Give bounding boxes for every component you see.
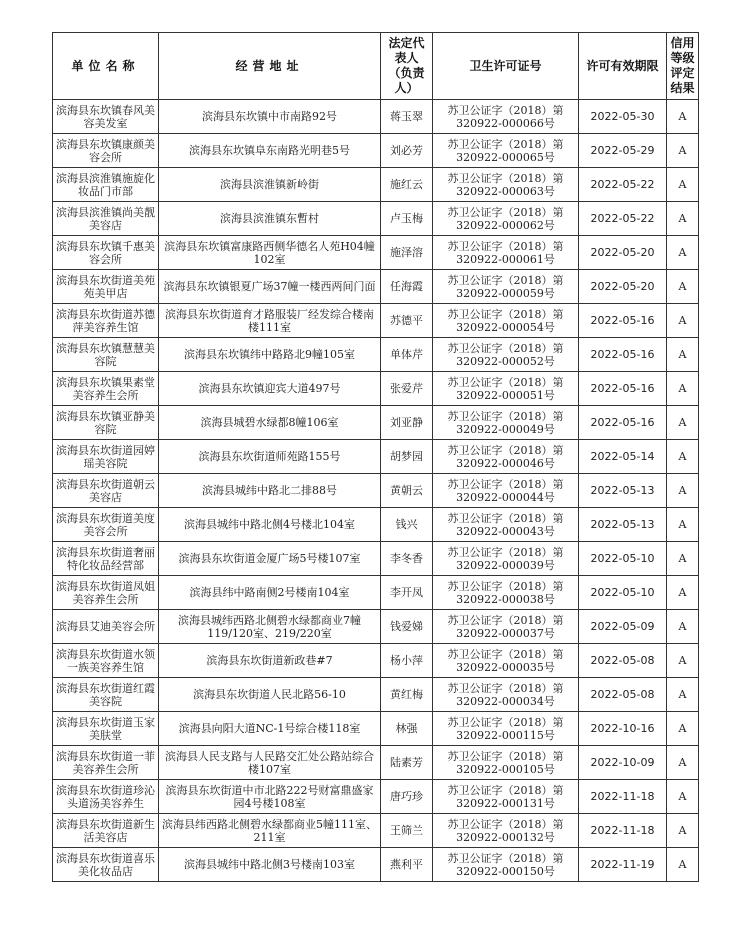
cell-valid-until: 2022-05-10 [579,542,667,576]
cell-license-number: 苏卫公证字（2018）第320922-000131号 [433,780,579,814]
table-row [53,372,699,406]
cell-legal-rep: 林强 [381,712,433,746]
cell-address: 滨海县城纬中路北侧3号楼南103室 [159,848,381,882]
table-row [53,848,699,882]
cell-license-number: 苏卫公证字（2018）第320922-000063号 [433,168,579,202]
cell-unit-name: 滨海县东坎镇春风美容美发室 [53,100,159,134]
cell-license-number: 苏卫公证字（2018）第320922-000054号 [433,304,579,338]
cell-unit-name: 滨海县东坎镇慧慧美容院 [53,338,159,372]
cell-unit-name: 滨海县东坎镇果素堂美容养生会所 [53,372,159,406]
cell-license-number: 苏卫公证字（2018）第320922-000049号 [433,406,579,440]
cell-credit-grade: A [667,780,699,814]
cell-address: 滨海县滨淮镇东暫村 [159,202,381,236]
table-row [53,440,699,474]
cell-unit-name: 滨海县东坎街道美度美容会所 [53,508,159,542]
cell-license-number: 苏卫公证字（2018）第320922-000061号 [433,236,579,270]
table-row [53,814,699,848]
cell-legal-rep: 张爱芹 [381,372,433,406]
cell-address: 滨海县东坎街道新政巷#7 [159,644,381,678]
cell-address: 滨海县城纬中路北侧4号楼北104室 [159,508,381,542]
header-address: 经营地址 [159,33,381,100]
table-row [53,202,699,236]
cell-credit-grade: A [667,134,699,168]
table-row [53,270,699,304]
cell-legal-rep: 杨小萍 [381,644,433,678]
table-row [53,304,699,338]
cell-address: 滨海县东坎镇银夏广场37幢一楼西两间门面 [159,270,381,304]
cell-valid-until: 2022-05-16 [579,406,667,440]
cell-address: 滨海县东坎街道中市北路222号财富鼎盛家园4号楼108室 [159,780,381,814]
cell-valid-until: 2022-05-22 [579,168,667,202]
cell-valid-until: 2022-05-13 [579,508,667,542]
cell-credit-grade: A [667,270,699,304]
cell-unit-name: 滨海县东坎街道水领一族美容养生馆 [53,644,159,678]
cell-unit-name: 滨海县滨淮镇施旋化妆品门市部 [53,168,159,202]
cell-address: 滨海县滨淮镇新岭街 [159,168,381,202]
cell-address: 滨海县东坎街道师苑路155号 [159,440,381,474]
cell-address: 滨海县东坎街道人民北路56-10 [159,678,381,712]
cell-credit-grade: A [667,168,699,202]
cell-address: 滨海县东坎镇纬中路路北9幢105室 [159,338,381,372]
cell-valid-until: 2022-10-16 [579,712,667,746]
cell-unit-name: 滨海县东坎街道喜乐美化妆品店 [53,848,159,882]
header-valid-until: 许可有效期限 [579,33,667,100]
cell-license-number: 苏卫公证字（2018）第320922-000046号 [433,440,579,474]
cell-license-number: 苏卫公证字（2018）第320922-000115号 [433,712,579,746]
cell-unit-name: 滨海县东坎街道新生活美容店 [53,814,159,848]
cell-legal-rep: 李开凤 [381,576,433,610]
cell-address: 滨海县东坎镇迎宾大道497号 [159,372,381,406]
cell-credit-grade: A [667,474,699,508]
cell-valid-until: 2022-05-20 [579,270,667,304]
cell-legal-rep: 胡梦园 [381,440,433,474]
cell-address: 滨海县纬中路南侧2号楼南104室 [159,576,381,610]
cell-credit-grade: A [667,304,699,338]
cell-legal-rep: 陆素芳 [381,746,433,780]
cell-legal-rep: 施红云 [381,168,433,202]
cell-legal-rep: 唐巧珍 [381,780,433,814]
cell-address: 滨海县东坎镇阜东南路光明巷5号 [159,134,381,168]
cell-address: 滨海县东坎镇富康路西侧华德名人苑H04幢102室 [159,236,381,270]
cell-valid-until: 2022-05-10 [579,576,667,610]
cell-license-number: 苏卫公证字（2018）第320922-000037号 [433,610,579,644]
cell-valid-until: 2022-05-20 [579,236,667,270]
cell-unit-name: 滨海县东坎街道珍沁头道汤美容养生 [53,780,159,814]
license-table [52,32,699,882]
cell-unit-name: 滨海县东坎街道玉家美肤堂 [53,712,159,746]
cell-unit-name: 滨海县东坎街道园婷瑶美容院 [53,440,159,474]
cell-license-number: 苏卫公证字（2018）第320922-000038号 [433,576,579,610]
cell-unit-name: 滨海县艾迪美容会所 [53,610,159,644]
cell-valid-until: 2022-05-29 [579,134,667,168]
cell-address: 滨海县城纬中路北二排88号 [159,474,381,508]
table-row [53,474,699,508]
cell-address: 滨海县纬西路北侧碧水绿都商业5幢111室、211室 [159,814,381,848]
cell-credit-grade: A [667,372,699,406]
cell-license-number: 苏卫公证字（2018）第320922-000150号 [433,848,579,882]
cell-unit-name: 滨海县东坎街道苏德萍美容养生馆 [53,304,159,338]
table-row [53,746,699,780]
cell-unit-name: 滨海县东坎镇康颜美容会所 [53,134,159,168]
cell-license-number: 苏卫公证字（2018）第320922-000035号 [433,644,579,678]
cell-address: 滨海县向阳大道NC-1号综合楼118室 [159,712,381,746]
cell-license-number: 苏卫公证字（2018）第320922-000066号 [433,100,579,134]
table-row [53,610,699,644]
cell-legal-rep: 施泽溶 [381,236,433,270]
cell-credit-grade: A [667,848,699,882]
cell-unit-name: 滨海县东坎镇亚静美容院 [53,406,159,440]
cell-legal-rep: 李冬香 [381,542,433,576]
header-license: 卫生许可证号 [433,33,579,100]
cell-unit-name: 滨海县东坎街道奢丽特化妆品经营部 [53,542,159,576]
table-row [53,712,699,746]
cell-credit-grade: A [667,406,699,440]
cell-address: 滨海县城纬西路北侧碧水绿都商业7幢119/120室、219/220室 [159,610,381,644]
cell-valid-until: 2022-05-08 [579,678,667,712]
cell-unit-name: 滨海县滨淮镇尚美靓美容店 [53,202,159,236]
cell-address: 滨海县东坎镇中市南路92号 [159,100,381,134]
cell-credit-grade: A [667,712,699,746]
cell-license-number: 苏卫公证字（2018）第320922-000043号 [433,508,579,542]
cell-credit-grade: A [667,814,699,848]
table-row [53,168,699,202]
cell-address: 滨海县东坎街道育才路服装厂经发综合楼南楼111室 [159,304,381,338]
cell-valid-until: 2022-05-16 [579,338,667,372]
cell-legal-rep: 卢玉梅 [381,202,433,236]
cell-credit-grade: A [667,610,699,644]
header-credit: 信用等级评定结果 [667,33,699,100]
cell-valid-until: 2022-11-18 [579,814,667,848]
cell-credit-grade: A [667,542,699,576]
table-row [53,236,699,270]
cell-unit-name: 滨海县东坎镇千惠美容会所 [53,236,159,270]
cell-unit-name: 滨海县东坎街道朝云美容店 [53,474,159,508]
cell-address: 滨海县人民支路与人民路交汇处公路站综合楼107室 [159,746,381,780]
table-row [53,508,699,542]
cell-legal-rep: 蒋玉翠 [381,100,433,134]
table-row [53,100,699,134]
cell-legal-rep: 苏德平 [381,304,433,338]
table-row [53,406,699,440]
cell-credit-grade: A [667,338,699,372]
cell-unit-name: 滨海县东坎街道一菲美容养生会所 [53,746,159,780]
cell-legal-rep: 黄朝云 [381,474,433,508]
cell-license-number: 苏卫公证字（2018）第320922-000044号 [433,474,579,508]
cell-credit-grade: A [667,508,699,542]
table-row [53,134,699,168]
cell-legal-rep: 王筛兰 [381,814,433,848]
cell-license-number: 苏卫公证字（2018）第320922-000034号 [433,678,579,712]
header-unit-name: 单位名称 [53,33,159,100]
cell-valid-until: 2022-05-13 [579,474,667,508]
cell-credit-grade: A [667,746,699,780]
table-body [53,100,699,882]
cell-legal-rep: 钱兴 [381,508,433,542]
cell-legal-rep: 任海霞 [381,270,433,304]
cell-valid-until: 2022-05-22 [579,202,667,236]
cell-valid-until: 2022-05-30 [579,100,667,134]
cell-license-number: 苏卫公证字（2018）第320922-000059号 [433,270,579,304]
header-row [53,33,699,100]
cell-credit-grade: A [667,236,699,270]
table-row [53,644,699,678]
cell-legal-rep: 钱爱娣 [381,610,433,644]
cell-license-number: 苏卫公证字（2018）第320922-000051号 [433,372,579,406]
cell-legal-rep: 单体芹 [381,338,433,372]
cell-license-number: 苏卫公证字（2018）第320922-000052号 [433,338,579,372]
cell-valid-until: 2022-11-18 [579,780,667,814]
header-legal-rep: 法定代表人（负责人） [381,33,433,100]
cell-unit-name: 滨海县东坎街道红霞美容院 [53,678,159,712]
cell-valid-until: 2022-05-09 [579,610,667,644]
table-row [53,678,699,712]
cell-credit-grade: A [667,100,699,134]
cell-valid-until: 2022-10-09 [579,746,667,780]
cell-credit-grade: A [667,678,699,712]
cell-address: 滨海县城碧水绿都8幢106室 [159,406,381,440]
cell-license-number: 苏卫公证字（2018）第320922-000132号 [433,814,579,848]
cell-valid-until: 2022-05-16 [579,372,667,406]
cell-valid-until: 2022-05-14 [579,440,667,474]
cell-valid-until: 2022-11-19 [579,848,667,882]
cell-credit-grade: A [667,576,699,610]
cell-legal-rep: 燕利平 [381,848,433,882]
table-row [53,338,699,372]
table-row [53,542,699,576]
cell-unit-name: 滨海县东坎街道美苑苑美甲店 [53,270,159,304]
cell-legal-rep: 黄红梅 [381,678,433,712]
cell-credit-grade: A [667,202,699,236]
cell-license-number: 苏卫公证字（2018）第320922-000062号 [433,202,579,236]
cell-license-number: 苏卫公证字（2018）第320922-000065号 [433,134,579,168]
cell-address: 滨海县东坎街道金厦广场5号楼107室 [159,542,381,576]
cell-legal-rep: 刘亚静 [381,406,433,440]
cell-legal-rep: 刘必芳 [381,134,433,168]
cell-credit-grade: A [667,644,699,678]
cell-valid-until: 2022-05-08 [579,644,667,678]
cell-valid-until: 2022-05-16 [579,304,667,338]
table-row [53,576,699,610]
table-row [53,780,699,814]
cell-credit-grade: A [667,440,699,474]
cell-license-number: 苏卫公证字（2018）第320922-000105号 [433,746,579,780]
cell-license-number: 苏卫公证字（2018）第320922-000039号 [433,542,579,576]
cell-unit-name: 滨海县东坎街道凤姐美容养生会所 [53,576,159,610]
